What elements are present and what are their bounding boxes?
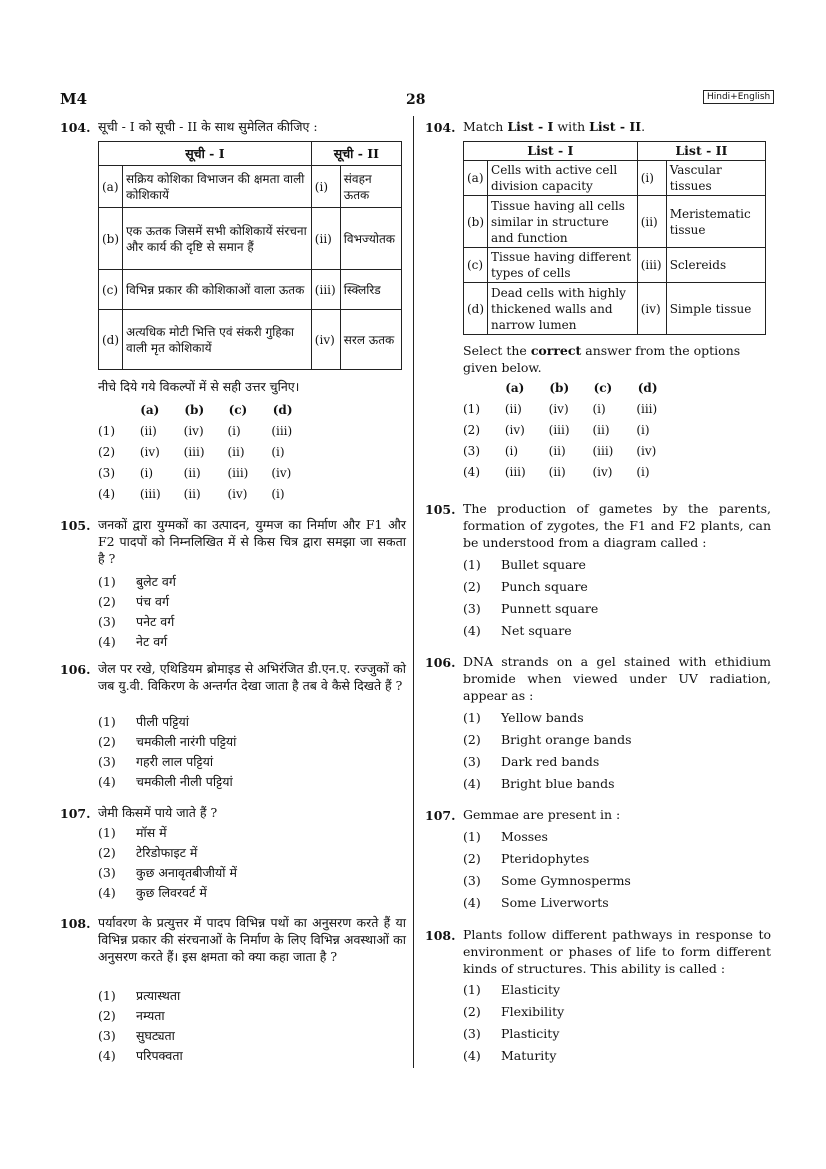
option-number: (3): [463, 1026, 481, 1041]
option-value: (iv): [183, 424, 204, 438]
option-value: (iii): [227, 466, 249, 480]
option-number: (1): [98, 574, 116, 589]
page-number: 28: [406, 92, 426, 108]
option-number: (2): [98, 1008, 116, 1023]
option-item[interactable]: [98, 823, 237, 843]
option-number: (3): [463, 601, 481, 616]
option-row[interactable]: [463, 444, 678, 465]
option-item[interactable]: [98, 883, 237, 903]
option-item[interactable]: [98, 712, 236, 732]
option-text: टेरिडोफाइट में: [136, 845, 198, 860]
question-text: जेल पर रखे, एथिडियम ब्रोमाइड से अभिरंजित डी.एन.ए. रज्जुकों को जब यु.वी. विकिरण के अन्तर्गत देखा जाता है तब वे कैसे दिखते हैं ?: [98, 661, 406, 693]
question-text: सूची - I को सूची - II के साथ सुमेलित कीजिए :: [98, 119, 318, 134]
answer-options: [463, 381, 678, 486]
option-number: (2): [463, 579, 481, 594]
option-text: Bright orange bands: [501, 732, 632, 747]
question-text: Plants follow different pathways in response to environment or phases of life to form different kinds of structures. This ability is called :: [463, 927, 771, 976]
option-list: [98, 712, 236, 792]
option-item[interactable]: [463, 979, 564, 1001]
question-number: 104.: [60, 120, 91, 135]
option-value: (ii): [504, 402, 522, 416]
option-number: (4): [463, 1048, 481, 1063]
option-number: (2): [98, 594, 116, 609]
option-item[interactable]: [98, 1006, 183, 1026]
list2-cell: Simple tissue: [666, 283, 765, 335]
option-text: Maturity: [501, 1048, 557, 1063]
option-number: (1): [98, 714, 116, 729]
row-label: (iii): [637, 248, 666, 283]
option-value: (ii): [548, 444, 566, 458]
row-label: (d): [99, 310, 123, 370]
option-number: (2): [463, 1004, 481, 1019]
option-text: सुघट्यता: [136, 1028, 175, 1043]
option-item[interactable]: [463, 870, 631, 892]
option-item[interactable]: [463, 892, 631, 914]
option-value: (iii): [548, 423, 570, 437]
option-number: (4): [98, 487, 115, 501]
option-text: Dark red bands: [501, 754, 600, 769]
option-text: Bullet square: [501, 557, 586, 572]
option-list: [98, 986, 183, 1066]
option-value: (ii): [183, 466, 201, 480]
option-row[interactable]: [98, 445, 313, 466]
option-item[interactable]: [463, 1045, 564, 1067]
option-number: (3): [98, 1028, 116, 1043]
list1-heading: List - I: [464, 142, 638, 161]
option-item[interactable]: [98, 572, 176, 592]
list2-cell: विभज्योतक: [340, 208, 401, 270]
option-value: (iii): [504, 465, 526, 479]
option-value: (iv): [636, 444, 657, 458]
option-item[interactable]: [463, 729, 632, 751]
option-number: (4): [98, 885, 116, 900]
option-text: Some Gymnosperms: [501, 873, 631, 888]
prompt-part: Match: [463, 119, 508, 134]
option-number: (1): [463, 402, 480, 416]
question-text: जेमी किसमें पाये जाते हैं ?: [98, 805, 218, 820]
list2-heading: सूची - II: [311, 142, 401, 166]
option-text: नम्यता: [136, 1008, 165, 1023]
option-row[interactable]: [98, 466, 313, 487]
col-header: (b): [549, 381, 570, 395]
option-item[interactable]: [463, 751, 632, 773]
list2-cell: स्क्लिरिड: [340, 270, 401, 310]
option-text: चमकीली नारंगी पट्टियां: [136, 734, 237, 749]
option-value: (iv): [548, 402, 569, 416]
option-number: (4): [463, 895, 481, 910]
list2-cell: Vascular tissues: [666, 161, 765, 196]
option-text: बुलेट वर्ग: [136, 574, 176, 589]
option-row[interactable]: [463, 402, 678, 423]
option-item[interactable]: [463, 598, 598, 620]
col-header: (b): [184, 403, 205, 417]
option-text: कुछ लिवरवर्ट में: [136, 885, 207, 900]
option-item[interactable]: [98, 752, 236, 772]
question-number: 105.: [425, 502, 456, 517]
option-item[interactable]: [98, 632, 176, 652]
option-number: (1): [463, 982, 481, 997]
option-value: (i): [139, 466, 154, 480]
option-text: Elasticity: [501, 982, 561, 997]
select-part: Select the: [463, 343, 531, 358]
option-text: पनेट वर्ग: [136, 614, 175, 629]
match-table: [98, 141, 402, 370]
option-number: (1): [98, 988, 116, 1003]
option-item[interactable]: [463, 1001, 564, 1023]
option-text: परिपक्वता: [136, 1048, 183, 1063]
option-text: Yellow bands: [501, 710, 584, 725]
option-value: (ii): [592, 423, 610, 437]
option-value: (iv): [271, 466, 292, 480]
option-item[interactable]: [98, 592, 176, 612]
prompt-part: .: [641, 119, 646, 134]
match-table: [463, 141, 766, 335]
col-header: (d): [272, 403, 293, 417]
col-header: (c): [593, 381, 613, 395]
option-number: (4): [98, 1048, 116, 1063]
select-emphasis: correct: [530, 343, 582, 358]
question-number: 108.: [60, 916, 91, 931]
option-item[interactable]: [98, 863, 237, 883]
row-label: (ii): [311, 208, 340, 270]
option-number: (2): [463, 423, 480, 437]
option-text: Some Liverworts: [501, 895, 609, 910]
row-label: (i): [311, 166, 340, 208]
option-value: (i): [271, 445, 285, 459]
list2-cell: Sclereids: [666, 248, 765, 283]
option-value: (i): [504, 444, 519, 458]
option-row[interactable]: [98, 487, 313, 508]
list1-cell: Tissue having all cells similar in structure and function: [488, 196, 638, 248]
option-number: (3): [98, 614, 116, 629]
option-number: (1): [463, 829, 481, 844]
option-value: (iii): [139, 487, 161, 501]
option-value: (i): [592, 402, 606, 416]
option-item[interactable]: [98, 1026, 183, 1046]
option-item[interactable]: [463, 773, 632, 795]
question-text: पर्यावरण के प्रत्युत्तर में पादप विभिन्न पथों का अनुसरण करते हैं या विभिन्न प्रकार की संरचनाओं के निर्माण के लिए विभिन्न अवस्थाओं का अनुसरण करते हैं। इस क्षमता को क्या कहा जाता है ?: [98, 915, 406, 964]
list1-cell: एक ऊतक जिसमें सभी कोशिकायें संरचना और कार्य की दृष्टि से समान हैं: [123, 208, 312, 270]
option-value: (iii): [183, 445, 205, 459]
option-item[interactable]: [98, 986, 183, 1006]
list1-cell: Cells with active cell division capacity: [488, 161, 638, 196]
option-number: (1): [463, 557, 481, 572]
option-text: चमकीली नीली पट्टियां: [136, 774, 233, 789]
row-label: (b): [99, 208, 123, 270]
prompt-part: with: [553, 119, 590, 134]
option-text: Flexibility: [501, 1004, 565, 1019]
row-label: (iv): [637, 283, 666, 335]
option-number: (3): [98, 754, 116, 769]
list1-cell: अत्यधिक मोटी भित्ति एवं संकरी गुहिका वाली मृत कोशिकायें: [123, 310, 312, 370]
option-text: गहरी लाल पट्टियां: [136, 754, 214, 769]
option-row[interactable]: [463, 465, 678, 486]
option-value: (iv): [504, 423, 525, 437]
option-value: (iv): [139, 445, 160, 459]
option-row[interactable]: [463, 423, 678, 444]
row-label: (a): [99, 166, 123, 208]
paper-code: M4: [60, 90, 88, 108]
question-number: 108.: [425, 928, 456, 943]
row-label: (iii): [311, 270, 340, 310]
option-row[interactable]: [98, 424, 313, 445]
list2-cell: संवहन ऊतक: [340, 166, 401, 208]
option-number: (3): [98, 466, 115, 480]
select-instruction: नीचे दिये गये विकल्पों में से सही उत्तर चुनिए।: [98, 379, 300, 394]
option-list: [98, 572, 176, 652]
option-item[interactable]: [463, 576, 598, 598]
option-number: (1): [98, 825, 116, 840]
option-text: Pteridophytes: [501, 851, 590, 866]
option-item[interactable]: [98, 843, 237, 863]
option-text: Net square: [501, 623, 572, 638]
option-number: (4): [463, 776, 481, 791]
option-item[interactable]: [98, 732, 236, 752]
option-value: (ii): [548, 465, 566, 479]
option-text: पीली पट्टियां: [136, 714, 189, 729]
list1-cell: सक्रिय कोशिका विभाजन की क्षमता वाली कोशिकायें: [123, 166, 312, 208]
option-item[interactable]: [463, 620, 598, 642]
option-value: (ii): [139, 424, 157, 438]
option-text: कुछ अनावृतबीजीयों में: [136, 865, 237, 880]
option-value: (iv): [227, 487, 248, 501]
option-number: (2): [463, 851, 481, 866]
option-text: Bright blue bands: [501, 776, 615, 791]
option-value: (ii): [227, 445, 245, 459]
question-number: 105.: [60, 518, 91, 533]
option-item[interactable]: [463, 554, 598, 576]
option-item[interactable]: [98, 772, 236, 792]
option-text: पंच वर्ग: [136, 594, 169, 609]
option-value: (ii): [183, 487, 201, 501]
option-text: Plasticity: [501, 1026, 560, 1041]
question-text: [463, 118, 773, 135]
col-header: (c): [228, 403, 248, 417]
question-text: DNA strands on a gel stained with ethidium bromide when viewed under UV radiation, appear as :: [463, 654, 771, 703]
option-value: (iii): [636, 402, 658, 416]
list1-cell: विभिन्न प्रकार की कोशिकाओं वाला ऊतक: [123, 270, 312, 310]
question-text: The production of gametes by the parents, formation of zygotes, the F1 and F2 plants, can be understood from a diagram called :: [463, 501, 771, 550]
prompt-list2: List - II: [589, 119, 642, 134]
option-number: (2): [98, 734, 116, 749]
row-label: (i): [637, 161, 666, 196]
option-item[interactable]: [463, 848, 631, 870]
list2-cell: Meristematic tissue: [666, 196, 765, 248]
option-value: (i): [271, 487, 285, 501]
row-label: (ii): [637, 196, 666, 248]
option-number: (4): [463, 623, 481, 638]
question-number: 106.: [425, 655, 456, 670]
option-item[interactable]: [463, 826, 631, 848]
list1-cell: Dead cells with highly thickened walls and narrow lumen: [488, 283, 638, 335]
question-number: 106.: [60, 662, 91, 677]
option-number: (3): [463, 873, 481, 888]
option-list: [463, 707, 632, 795]
row-label: (c): [464, 248, 488, 283]
select-part: answer from the options given below.: [463, 343, 741, 375]
answer-options: [98, 403, 313, 508]
list2-heading: List - II: [637, 142, 765, 161]
option-list: [98, 823, 237, 903]
option-list: [463, 554, 598, 642]
language-badge: Hindi+English: [703, 90, 774, 104]
col-header: (d): [637, 381, 658, 395]
option-text: Punch square: [501, 579, 588, 594]
option-text: प्रत्यास्थता: [136, 988, 181, 1003]
option-number: (3): [463, 444, 480, 458]
option-text: मॉस में: [136, 825, 167, 840]
option-number: (2): [98, 445, 115, 459]
option-item[interactable]: [98, 1046, 183, 1066]
option-text: Mosses: [501, 829, 548, 844]
list1-cell: Tissue having different types of cells: [488, 248, 638, 283]
question-number: 107.: [60, 806, 91, 821]
option-number: (2): [463, 732, 481, 747]
option-number: (3): [463, 754, 481, 769]
option-value: (iii): [592, 444, 614, 458]
list1-heading: सूची - I: [99, 142, 312, 166]
option-value: (iii): [271, 424, 293, 438]
option-list: [463, 826, 631, 914]
row-label: (d): [464, 283, 488, 335]
option-item[interactable]: [98, 612, 176, 632]
question-text: जनकों द्वारा युग्मकों का उत्पादन, युग्मज का निर्माण और F1 और F2 पादपों को निम्नलिखित में से किस चित्र द्वारा समझा जा सकता है ?: [98, 517, 406, 566]
option-value: (i): [636, 423, 650, 437]
prompt-list1: List - I: [507, 119, 554, 134]
col-header: (a): [505, 381, 525, 395]
option-number: (3): [98, 865, 116, 880]
row-label: (b): [464, 196, 488, 248]
option-number: (4): [98, 774, 116, 789]
option-number: (1): [463, 710, 481, 725]
select-instruction: [463, 342, 771, 376]
option-value: (iv): [592, 465, 613, 479]
question-number: 107.: [425, 808, 456, 823]
option-list: [463, 979, 564, 1067]
option-text: नेट वर्ग: [136, 634, 168, 649]
option-number: (1): [98, 424, 115, 438]
row-label: (c): [99, 270, 123, 310]
column-divider: [413, 116, 414, 1068]
row-label: (a): [464, 161, 488, 196]
option-number: (4): [98, 634, 116, 649]
option-item[interactable]: [463, 1023, 564, 1045]
option-number: (2): [98, 845, 116, 860]
option-text: Punnett square: [501, 601, 599, 616]
option-value: (i): [636, 465, 650, 479]
col-header: (a): [140, 403, 160, 417]
question-number: 104.: [425, 120, 456, 135]
option-value: (i): [227, 424, 241, 438]
row-label: (iv): [311, 310, 340, 370]
list2-cell: सरल ऊतक: [340, 310, 401, 370]
question-text: Gemmae are present in :: [463, 807, 621, 822]
option-number: (4): [463, 465, 480, 479]
option-item[interactable]: [463, 707, 632, 729]
